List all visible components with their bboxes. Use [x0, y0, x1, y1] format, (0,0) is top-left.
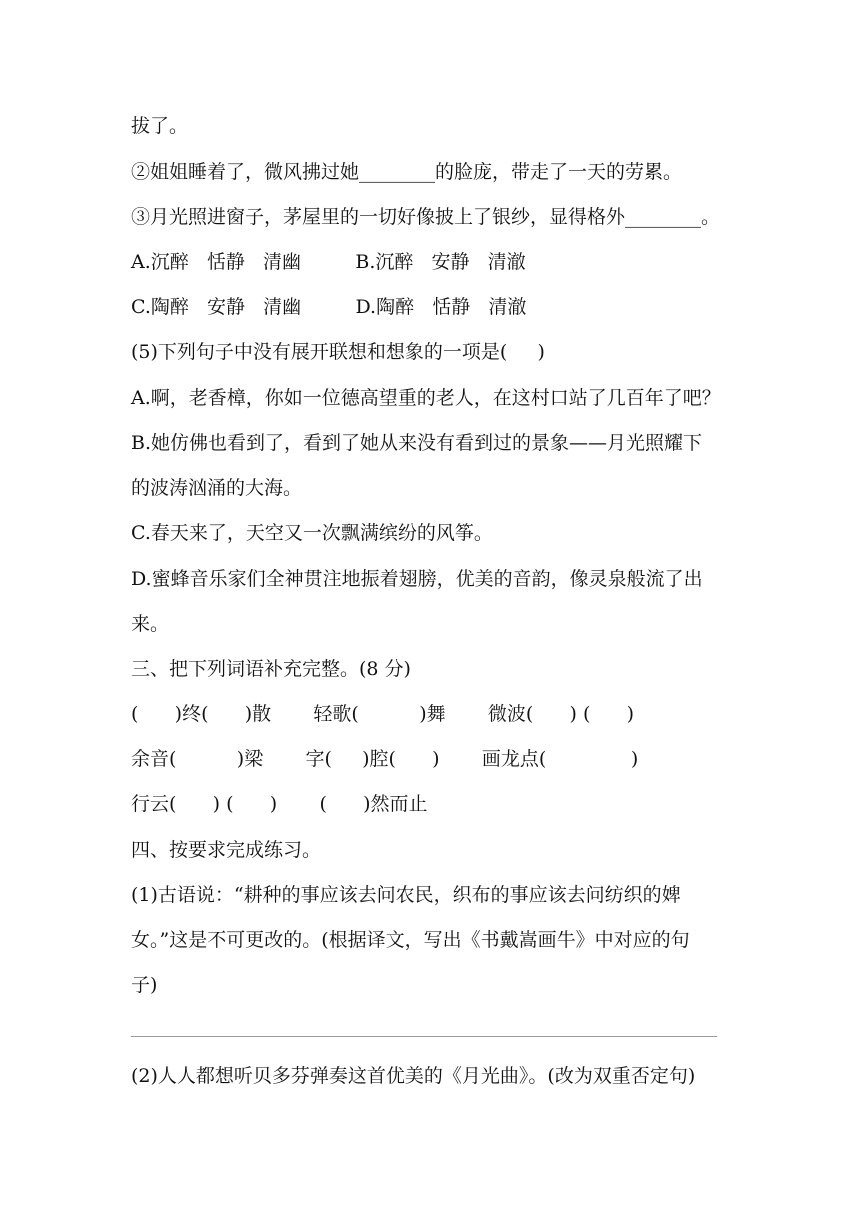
option-c: C.春天来了，天空又一次飘满缤纷的风筝。	[131, 522, 493, 544]
idiom-row-2: 余音( )梁 字( )腔( ) 画龙点( )	[131, 748, 639, 770]
exercise-1-end: 子)	[131, 974, 158, 996]
option-a: A.啊，老香樟，你如一位德高望重的老人，在这村口站了几百年了吧？	[131, 387, 721, 409]
section-3-heading: 三、把下列词语补充完整。(8 分)	[131, 658, 411, 680]
line-2: ②姐姐睡着了，微风拂过她________的脸庞，带走了一天的劳累。	[131, 161, 683, 183]
option-b: B.她仿佛也看到了，看到了她从来没有看到过的景象——月光照耀下	[131, 432, 703, 454]
option-line-cd: C.陶醉 安静 清幽 D.陶醉 恬静 清澈	[131, 296, 527, 318]
idiom-row-3: 行云( ) ( ) ( )然而止	[131, 793, 428, 815]
section-4-heading: 四、按要求完成练习。	[131, 839, 322, 861]
exercise-1: (1)古语说：“耕种的事应该去问农民，织布的事应该去问纺织的婢	[131, 884, 681, 906]
line-1: 拔了。	[131, 115, 189, 137]
exercise-2: (2)人人都想听贝多芬弹奏这首优美的《月光曲》。(改为双重否定句)	[131, 1065, 696, 1087]
line-3: ③月光照进窗子，茅屋里的一切好像披上了银纱，显得格外________。	[131, 206, 721, 228]
exercise-1-cont: 女。”这是不可更改的。(根据译文，写出《书戴嵩画牛》中对应的句	[131, 929, 690, 951]
option-line-ab: A.沉醉 恬静 清幽 B.沉醉 安静 清澈	[131, 251, 526, 273]
answer-line	[131, 1036, 717, 1037]
question-5: (5)下列句子中没有展开联想和想象的一项是( )	[131, 341, 545, 363]
option-b-cont: 的波涛汹涌的大海。	[131, 477, 303, 499]
idiom-row-1: ( )终( )散 轻歌( )舞 微波( ) ( )	[131, 703, 635, 725]
option-d-cont: 来。	[131, 613, 170, 635]
option-d: D.蜜蜂音乐家们全神贯注地振着翅膀，优美的音韵，像灵泉般流了出	[131, 568, 703, 590]
